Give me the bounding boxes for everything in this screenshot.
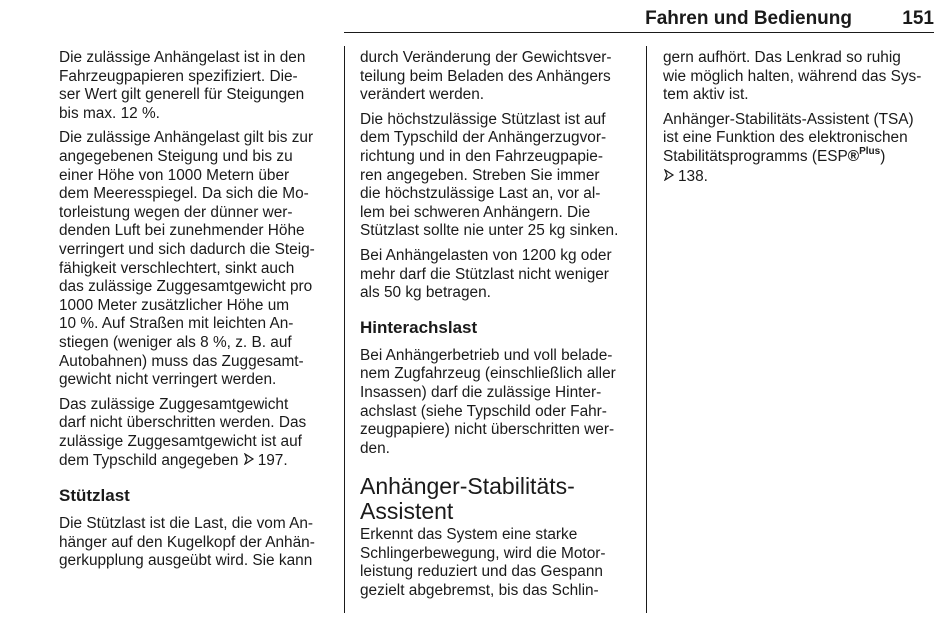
paragraph-zuggesamtgewicht	[59, 396, 335, 471]
text-line: einer Höhe von 1000 Metern über	[59, 166, 290, 184]
text-line: gezielt abgebremst, bis das Schlin-	[360, 582, 599, 600]
section-title-line: Anhänger-Stabilitäts-	[360, 473, 575, 500]
text-line: Autobahnen) muss das Zuggesamt-	[59, 352, 304, 370]
text-line: ren angegeben. Streben Sie immer	[360, 166, 600, 184]
text-line-esp	[663, 145, 939, 167]
paragraph-hinterachslast	[360, 347, 636, 459]
text-line: leistung reduziert und das Gespann	[360, 563, 603, 581]
text-line: darf nicht überschritten werden. Das	[59, 414, 307, 432]
text-line: verringert und sich dadurch die Steig-	[59, 240, 315, 258]
text-line: angegebenen Steigung und bis zu	[59, 147, 293, 165]
text-line: richtung und in den Fahrzeugpapie-	[360, 147, 603, 165]
page-reference[interactable]: 197.	[257, 452, 288, 470]
text-line: verändert werden.	[360, 86, 485, 104]
text-line: durch Veränderung der Gewichtsver-	[360, 49, 612, 66]
text-line: als 50 kg betragen.	[360, 284, 491, 302]
text-line: Die zulässige Anhängelast ist in den	[59, 49, 306, 66]
text-line: Schlingerbewegung, wird die Motor-	[360, 544, 606, 562]
header-rule	[344, 32, 934, 33]
text-line: Fahrzeugpapieren spezifiziert. Die-	[59, 67, 298, 85]
page-reference[interactable]: 138.	[678, 167, 708, 185]
text-line: )	[880, 147, 886, 165]
text-line: Erkennt das System eine starke	[360, 526, 578, 544]
column-1	[59, 49, 335, 577]
text-line: dem Typschild der Anhängerzugvor-	[360, 129, 607, 147]
reference-arrow-icon	[243, 451, 255, 470]
text-line: Die Stützlast ist die Last, die vom An-	[59, 515, 314, 533]
registered-mark: ®	[847, 147, 860, 165]
text-line: Das zulässige Zuggesamtgewicht	[59, 395, 289, 413]
text-line: 1000 Meter zusätzlicher Höhe um	[59, 296, 290, 314]
section-title-anhaenger-stabilitaets-assistent	[360, 474, 636, 524]
paragraph-stuetzlast-definition	[59, 515, 335, 571]
text-line: das zulässige Zuggesamtgewicht pro	[59, 278, 313, 296]
column-3	[663, 49, 939, 192]
text-line: Anhänger-Stabilitäts-Assistent (TSA)	[663, 110, 914, 128]
text-line: dem Meeresspiegel. Da sich die Mo-	[59, 185, 309, 203]
heading-hinterachslast: Hinterachslast	[360, 317, 478, 337]
text-line: wie möglich halten, während das Sys-	[663, 67, 922, 85]
text-line: Stabilitätsprogramms (ESP	[663, 147, 848, 165]
text-line: gerkupplung ausgeübt wird. Sie kann	[59, 552, 313, 570]
text-line: teilung beim Beladen des Anhängers	[360, 67, 611, 85]
text-line: zulässige Zuggesamtgewicht ist auf	[59, 432, 302, 450]
column-divider-1	[344, 46, 345, 613]
text-line: achslast (siehe Typschild oder Fahr-	[360, 402, 607, 420]
text-line: denden Luft bei zunehmender Höhe	[59, 222, 305, 240]
paragraph-hoechstzulaessige-stuetzlast	[360, 111, 636, 241]
reference-arrow-icon	[663, 167, 675, 186]
section-title-line: Assistent	[360, 498, 454, 525]
column-2	[360, 49, 636, 607]
paragraph-anhaengelast-hoehe	[59, 129, 335, 389]
paragraph-gewichtsverteilung	[360, 49, 636, 105]
text-line: 10 %. Auf Straßen mit leichten An-	[59, 315, 294, 333]
text-line-with-reference	[663, 167, 939, 187]
text-line: tem aktiv ist.	[663, 86, 749, 104]
text-line: Die höchstzulässige Stützlast ist auf	[360, 110, 606, 128]
esp-plus-superscript: Plus	[859, 145, 881, 157]
text-line: mehr darf die Stützlast nicht weniger	[360, 265, 609, 283]
text-line: stiegen (weniger als 8 %, z. B. auf	[59, 333, 292, 351]
text-line: torleistung wegen der dünner wer-	[59, 203, 293, 221]
paragraph-lenkrad-ruhig	[663, 49, 939, 105]
text-line: gewicht nicht verringert werden.	[59, 371, 277, 389]
paragraph-anhaengelast-spezifiziert	[59, 49, 335, 123]
paragraph-schlingerbewegung	[360, 526, 636, 600]
text-line: zeugpapiere) nicht überschritten wer-	[360, 421, 615, 439]
paragraph-anhaengelasten-1200kg	[360, 247, 636, 303]
text-line: Insassen) darf die zulässige Hinter-	[360, 383, 602, 401]
text-line: Die zulässige Anhängelast gilt bis zur	[59, 129, 314, 147]
text-line: Stützlast sollte nie unter 25 kg sinken.	[360, 222, 619, 240]
text-line: die höchstzulässige Last an, vor al-	[360, 185, 601, 203]
column-divider-2	[646, 46, 647, 613]
text-line: gern aufhört. Das Lenkrad so ruhig	[663, 49, 901, 66]
page-number: 151	[902, 8, 934, 29]
heading-stuetzlast: Stützlast	[59, 486, 130, 506]
text-line-with-reference	[59, 451, 335, 471]
text-line: bis max. 12 %.	[59, 104, 160, 122]
text-line: ist eine Funktion des elektronischen	[663, 129, 908, 147]
running-header-title: Fahren und Bedienung	[645, 8, 852, 29]
text-line: fähigkeit verschlechtert, sinkt auch	[59, 259, 295, 277]
text-line: nem Zugfahrzeug (einschließlich aller	[360, 365, 616, 383]
text-line: dem Typschild angegeben	[59, 452, 239, 470]
text-line: Bei Anhängerbetrieb und voll belade-	[360, 346, 613, 364]
text-line: lem bei schweren Anhängern. Die	[360, 203, 591, 221]
text-line: den.	[360, 439, 390, 457]
text-line: hänger auf den Kugelkopf der Anhän-	[59, 533, 315, 551]
text-line: ser Wert gilt generell für Steigungen	[59, 86, 305, 104]
paragraph-tsa-esp	[663, 111, 939, 186]
text-line: Bei Anhängelasten von 1200 kg oder	[360, 246, 612, 264]
